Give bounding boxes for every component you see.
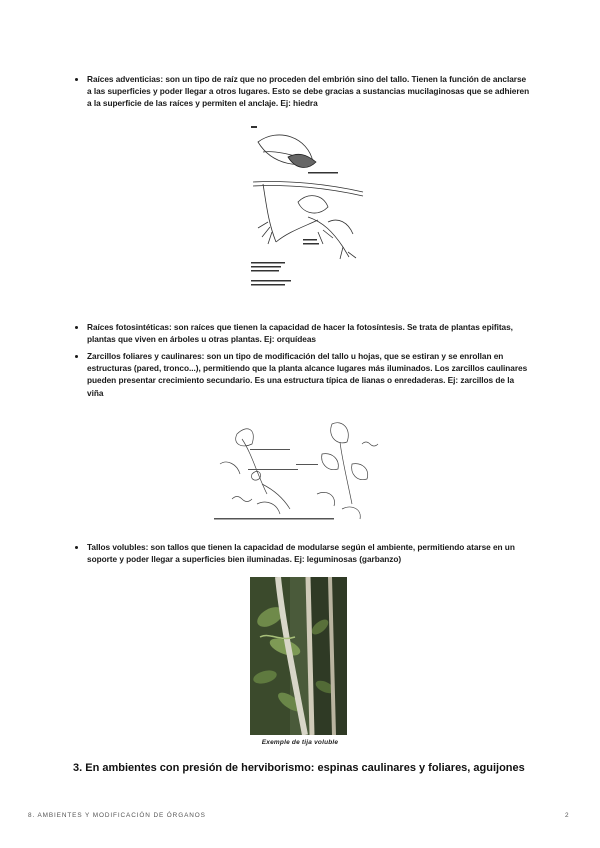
bullet-dot [75, 78, 78, 81]
bullet-twining-stems [75, 541, 530, 565]
bullet-adventitious-roots [75, 73, 530, 110]
photo-caption: Exemple de tija voluble [261, 739, 339, 746]
bullet-dot [75, 326, 78, 329]
bullet-dot [75, 546, 78, 549]
tendrils-illustration [212, 414, 384, 524]
twining-stem-photo [250, 577, 347, 735]
bullet-text: Zarcillos foliares y caulinares: son un tipo de modificación del tallo u hojas, que se estiran y se enrollan en estructuras (pared, tronco...), permitiendo que la planta alcance lugares más iluminados. Los zarcillos caulinares pueden presentar crecimiento secundario. Es una estructura típica de lianas o enredaderas. Ej: zarcillos de la viña [87, 351, 528, 398]
bullet-text: Raíces fotosintéticas: son raíces que tienen la capacidad de hacer la fotosíntesis. Se trata de plantas epifitas, plantas que viven en árboles u otras plantas. Ej: orquídeas [87, 322, 513, 345]
bullet-photosynthetic-roots [75, 321, 530, 345]
bullet-dot [75, 355, 78, 358]
footer-page-number: 2 [565, 812, 569, 819]
bullet-tendrils [75, 350, 530, 399]
footer-chapter-title: 8. AMBIENTES Y MODIFICACIÓN DE ÓRGANOS [28, 812, 206, 819]
bullet-text: Raíces adventicias: son un tipo de raíz que no proceden del embrión sino del tallo. Tienen la función de anclarse a las superficies y poder llegar a otros lugares. Esto se debe gracias a sustancias mucilaginosas que se adhieren a la superficie de las raíces y permiten el anclaje. Ej: hiedra [87, 74, 530, 109]
ivy-roots-illustration [248, 122, 368, 297]
section-heading: 3. En ambientes con presión de herviborismo: espinas caulinares y foliares, aguijones [73, 762, 525, 774]
bullet-text: Tallos volubles: son tallos que tienen la capacidad de modularse según el ambiente, permitiendo atarse en un soporte y poder llegar a superficies bien iluminadas. Ej: leguminosas (garbanzo) [87, 542, 515, 565]
